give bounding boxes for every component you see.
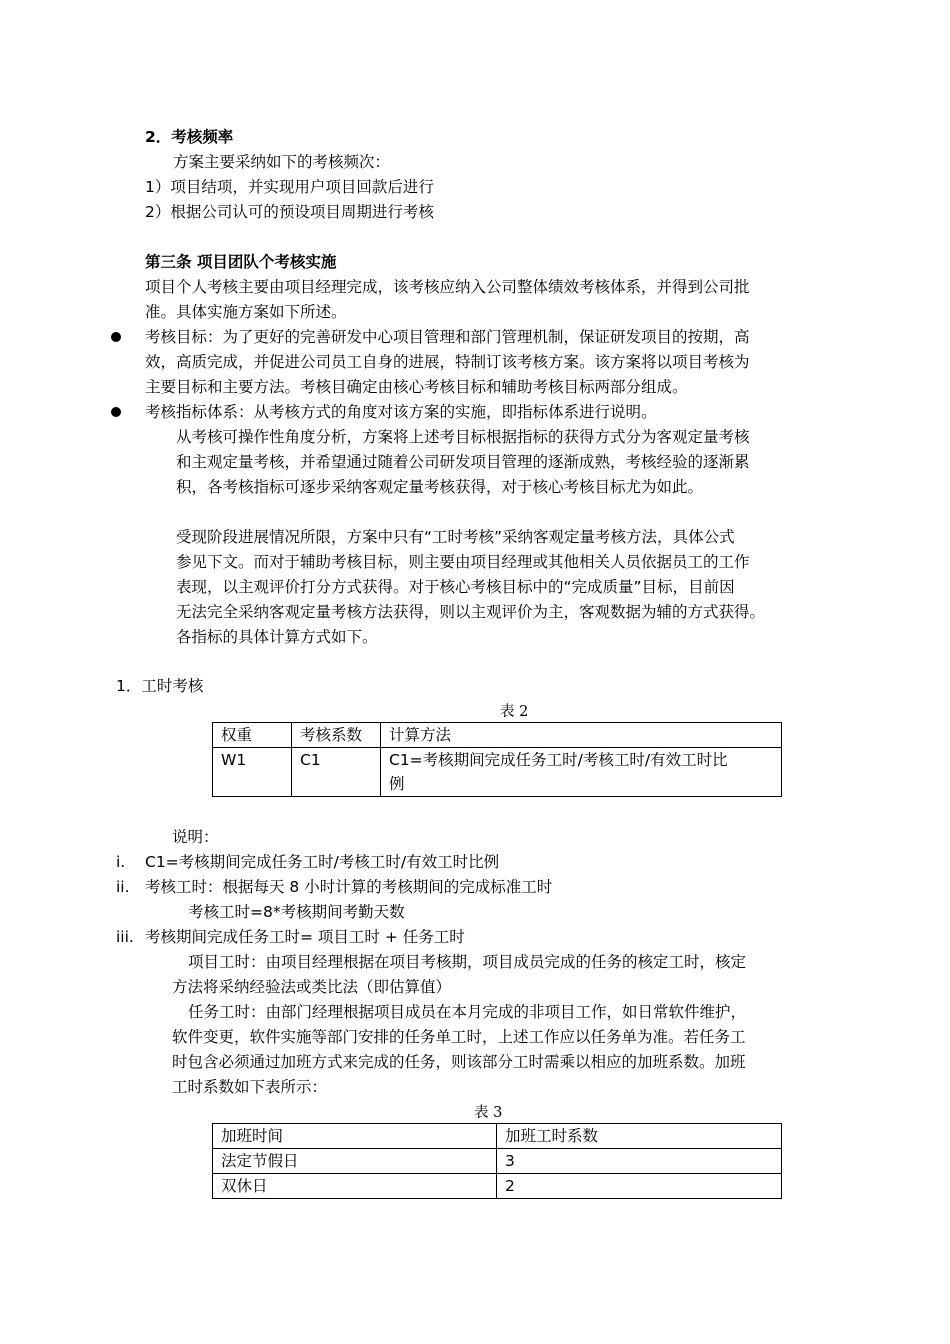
table-2 bbox=[212, 722, 782, 797]
table-3 bbox=[212, 1123, 782, 1199]
stage-paragraph-line: 无法完全采纳客观定量考核方法获得，则以主观评价为主，客观数据为辅的方式获得。 bbox=[176, 603, 766, 621]
indicator-paragraph-line: 积，各考核指标可逐步采纳客观定量考核获得，对于核心考核目标尤为如此。 bbox=[176, 478, 704, 496]
stage-paragraph-line: 各指标的具体计算方式如下。 bbox=[176, 628, 378, 646]
bullet-goal-line: 考核目标：为了更好的完善研发中心项目管理和部门管理机制，保证研发项目的按期，高 bbox=[145, 328, 750, 346]
indicator-paragraph-line: 从考核可操作性角度分析，方案将上述考目标根据指标的获得方式分为客观定量考核 bbox=[176, 428, 750, 446]
article-3-heading: 第三条 项目团队个考核实施 bbox=[145, 253, 337, 271]
stage-paragraph-line: 受现阶段进展情况所限，方案中只有“工时考核”采纳客观定量考核方法，具体公式 bbox=[176, 528, 735, 546]
article-3-paragraph-line: 项目个人考核主要由项目经理完成，该考核应纳入公司整体绩效考核体系，并得到公司批 bbox=[145, 278, 750, 296]
table-header-cell: 考核系数 bbox=[292, 723, 381, 748]
table-cell: 双休日 bbox=[213, 1174, 497, 1199]
table-3-caption: 表 3 bbox=[474, 1105, 503, 1121]
bullet-dot bbox=[111, 407, 121, 417]
frequency-intro: 方案主要采纳如下的考核频次： bbox=[173, 153, 391, 171]
table-cell: 法定节假日 bbox=[213, 1149, 497, 1174]
worktime-heading: 1．工时考核 bbox=[116, 677, 204, 695]
bullet-goal-line: 效，高质完成，并促进公司员工自身的进展，特制订该考核方案。该方案将以项目考核为 bbox=[145, 353, 750, 371]
method-line: C1=考核期间完成任务工时/考核工时/有效工时比 bbox=[389, 751, 728, 769]
task-hours-line: 工时系数如下表所示： bbox=[172, 1078, 328, 1096]
bullet-goal-line: 主要目标和主要方法。考核目确定由核心考核目标和辅助考核目标两部分组成。 bbox=[145, 378, 688, 396]
table-header-cell: 计算方法 bbox=[381, 723, 782, 748]
project-hours-line: 项目工时：由项目经理根据在项目考核期，项目成员完成的任务的核定工时，核定 bbox=[188, 953, 747, 971]
table-header-row bbox=[213, 1124, 782, 1149]
frequency-item-2: 2）根据公司认可的预设项目周期进行考核 bbox=[145, 203, 434, 221]
table-header-cell: 权重 bbox=[213, 723, 292, 748]
task-hours-line: 软件变更，软件实施等部门安排的任务单工时，上述工作应以任务单为准。若任务工 bbox=[172, 1028, 746, 1046]
table-cell: 2 bbox=[497, 1174, 782, 1199]
bullet-dot bbox=[111, 332, 121, 342]
table-header-cell: 加班时间 bbox=[213, 1124, 497, 1149]
task-hours-line: 时包含必须通过加班方式来完成的任务，则该部分工时需乘以相应的加班系数。加班 bbox=[172, 1053, 746, 1071]
stage-paragraph-line: 参见下文。而对于辅助考核目标，则主要由项目经理或其他相关人员依据员工的工作 bbox=[176, 553, 750, 571]
frequency-item-1: 1）项目结项，并实现用户项目回款后进行 bbox=[145, 178, 434, 196]
table-header-cell: 加班工时系数 bbox=[497, 1124, 782, 1149]
note-item-iii: 考核期间完成任务工时= 项目工时 + 任务工时 bbox=[145, 928, 465, 946]
list-marker: ii. bbox=[116, 878, 130, 896]
table-header-row bbox=[213, 723, 782, 748]
section-heading-frequency: 2．考核频率 bbox=[145, 128, 234, 146]
bullet-indicator-line: 考核指标体系：从考核方式的角度对该方案的实施，即指标体系进行说明。 bbox=[145, 403, 657, 421]
note-label: 说明： bbox=[172, 828, 219, 846]
list-marker: i. bbox=[116, 853, 126, 871]
task-hours-line: 任务工时：由部门经理根据项目成员在本月完成的非项目工作，如日常软件维护， bbox=[188, 1003, 747, 1021]
stage-paragraph-line: 表现，以主观评价打分方式获得。对于核心考核目标中的“完成质量”目标，目前因 bbox=[176, 578, 735, 596]
table-2-caption: 表 2 bbox=[500, 704, 529, 720]
table-row bbox=[213, 748, 782, 797]
method-line: 例 bbox=[389, 775, 405, 793]
table-row bbox=[213, 1174, 782, 1199]
project-hours-line: 方法将采纳经验法或类比法（即估算值） bbox=[172, 978, 452, 996]
indicator-paragraph-line: 和主观定量考核，并希望通过随着公司研发项目管理的逐渐成熟，考核经验的逐渐累 bbox=[176, 453, 750, 471]
list-marker: iii. bbox=[116, 928, 134, 946]
table-cell-method bbox=[381, 748, 782, 797]
table-cell: 3 bbox=[497, 1149, 782, 1174]
table-cell: W1 bbox=[213, 748, 292, 797]
note-item-ii: 考核工时：根据每天 8 小时计算的考核期间的完成标准工时 bbox=[145, 878, 553, 896]
article-3-paragraph-line: 准。具体实施方案如下所述。 bbox=[145, 303, 347, 321]
table-row bbox=[213, 1149, 782, 1174]
note-item-i: C1=考核期间完成任务工时/考核工时/有效工时比例 bbox=[145, 853, 500, 871]
table-cell: C1 bbox=[292, 748, 381, 797]
note-formula: 考核工时=8*考核期间考勤天数 bbox=[188, 903, 405, 921]
